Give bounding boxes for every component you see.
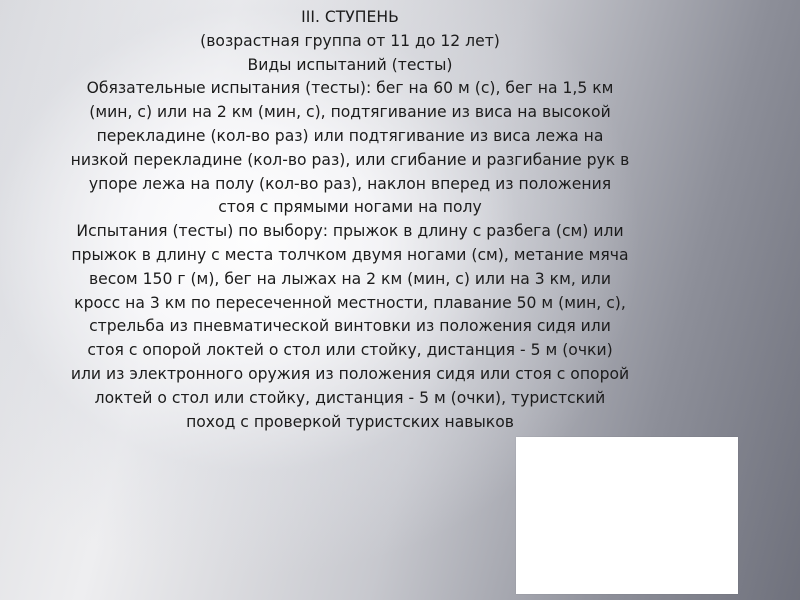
age-group-text: (возрастная группа от 11 до 12 лет): [200, 31, 500, 50]
slide-text-block: [70, 6, 630, 434]
mandatory-tests-paragraph: Обязательные испытания (тесты): бег на 60 м (с), бег на 1,5 км (мин, с) или на 2 км (мин, с), подтягивание из виса на высокой перекладине (кол-во раз) или подтягивание из виса лежа на низкой перекладине (кол-во раз), или сгибание и разгибание рук в упоре лежа на полу (кол-во раз), наклон вперед из положения стоя с прямыми ногами на полу: [70, 79, 630, 217]
test-types-heading: Виды испытаний (тесты): [247, 55, 453, 74]
optional-tests-paragraph: Испытания (тесты) по выбору: прыжок в длину с разбега (см) или прыжок в длину с места толчком двумя ногами (см), метание мяча весом 150 г (м), бег на лыжах на 2 км (мин, с) или на 3 км, или кросс на 3 км по пересеченной местности, плавание 50 м (мин, с), стрельба из пневматической винтовки из положения сидя или стоя с опорой локтей о стол или стойку, дистанция - 5 м (очки) или из электронного оружия из положения сидя или стоя с опорой локтей о стол или стойку, дистанция - 5 м (очки), туристский поход с проверкой туристских навыков: [70, 222, 630, 431]
white-overlay-panel: [516, 437, 738, 594]
slide-heading: III. СТУПЕНЬ: [301, 8, 399, 26]
